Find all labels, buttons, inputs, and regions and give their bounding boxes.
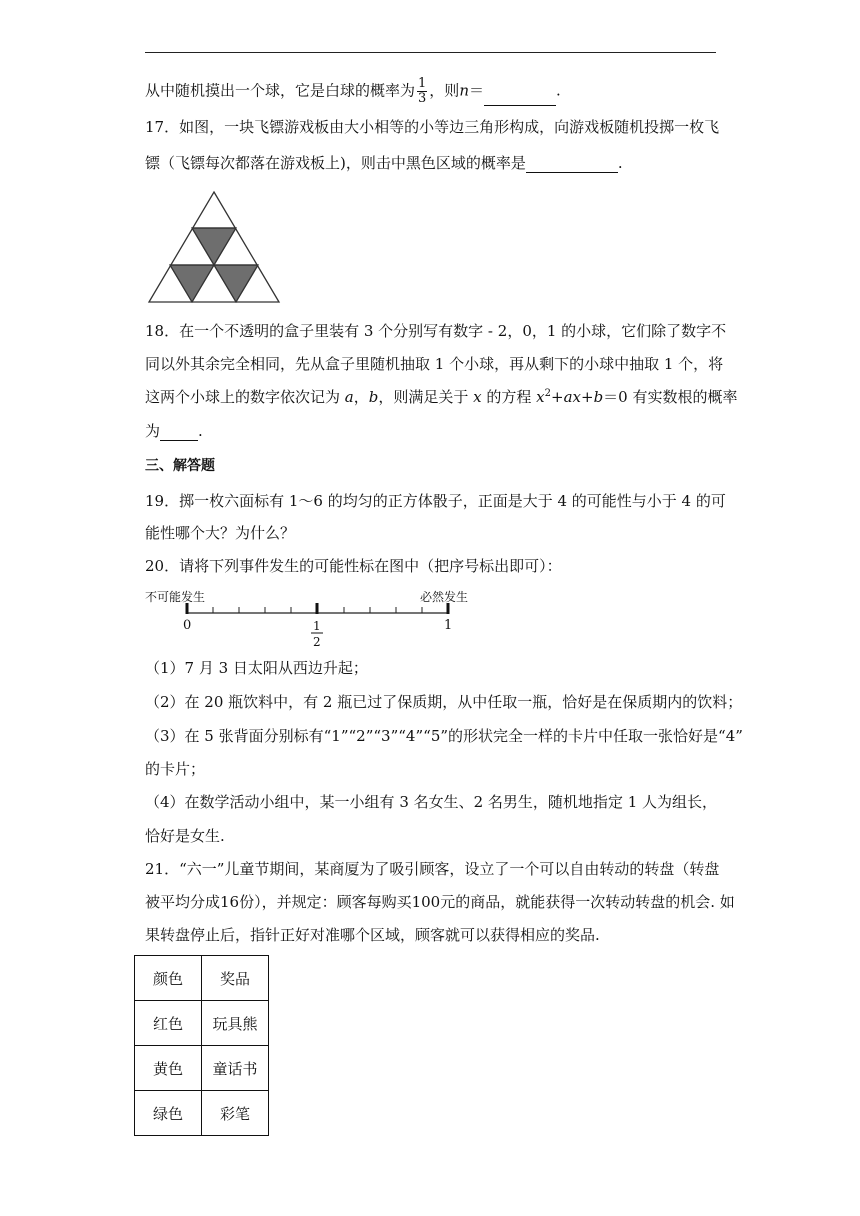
table-cell: 童话书 [202,1046,269,1091]
plus: + [580,388,594,406]
q18-text: 为 [145,422,161,440]
q16-text-b: ，则 [429,81,460,100]
prize-table [134,955,269,1136]
q18-text: 这两个小球上的数字依次记为 [145,388,345,406]
q19-line-2: 能性哪个大？为什么？ [145,524,296,542]
q20-item-1: （1）7 月 3 日太阳从西边升起； [145,659,368,677]
q18-line-3 [145,387,737,407]
table-cell: 彩笔 [202,1091,269,1136]
table-cell: 黄色 [135,1046,202,1091]
q21-line-2: 被平均分成16份），并规定：顾客每购买100元的商品，就能获得一次转动转盘的机会. 如 [145,893,735,911]
q18-line-4 [145,421,203,441]
equation-ax: ax [563,388,581,406]
section-title: 三、解答题 [145,458,215,474]
tick-label-half-num: 1 [313,619,321,633]
answer-blank[interactable] [484,90,556,106]
q20-item-3-line-1: （3）在 5 张背面分别标有“1”“2”“3”“4”“5”的形状完全一样的卡片中任取一张恰好是“4” [145,727,743,745]
comma: ， [353,388,369,406]
q16-text: 从中随机摸出一个球，它是白球的概率为 [145,81,416,100]
q20-intro: 20．请将下列事件发生的可能性标在图中（把序号标出即可）： [145,557,562,575]
q18-line-1: 18．在一个不透明的盒子里装有 3 个分别写有数字 - 2，0，1 的小球，它们除了数字不 [145,322,727,340]
table-header-row [135,956,269,1001]
q19-line-1: 19．掷一枚六面标有 1～6 的均匀的正方体骰子，正面是大于 4 的可能性与小于 4 的可 [145,492,726,510]
equation-exponent: 2 [544,388,551,399]
table-row [135,1091,269,1136]
table-row [135,1046,269,1091]
header-rule [145,52,716,53]
table-row [135,1001,269,1046]
variable-n: n [459,81,469,100]
variable-a: a [344,388,354,406]
q17-line-2 [145,153,623,173]
plus: + [551,388,564,406]
table-cell: 红色 [135,1001,202,1046]
equals-sign: ＝ [468,81,484,100]
variable-x: x [473,388,482,406]
table-header-cell: 颜色 [135,956,202,1001]
q18-text: ＝0 有实数根的概率 [603,388,738,406]
tick-label-zero: 0 [183,618,192,633]
tick-label-one: 1 [444,618,453,633]
q17-line-1: 17．如图，一块飞镖游戏板由大小相等的小等边三角形构成，向游戏板随机投掷一枚飞 [145,118,720,136]
q18-text: 的方程 [481,388,537,406]
q16-line [145,77,561,106]
q20-item-2: （2）在 20 瓶饮料中，有 2 瓶已过了保质期，从中任取一瓶，恰好是在保质期内的饮料； [145,693,743,711]
fraction-one-third [417,77,427,106]
fraction-numerator: 1 [418,76,427,91]
period: . [617,154,623,172]
equation-b: b [593,388,604,406]
q18-text: ，则满足关于 [378,388,474,406]
q17-text: 镖（飞镖每次都落在游戏板上)，则击中黑色区域的概率是 [145,154,526,172]
answer-blank[interactable] [526,157,618,173]
period: . [198,422,203,440]
variable-b: b [368,388,379,406]
table-header-cell: 奖品 [202,956,269,1001]
period: . [556,81,561,100]
q21-line-3: 果转盘停止后，指针正好对准哪个区域，顾客就可以获得相应的奖品. [145,926,600,944]
scale-right-label: 必然发生 [420,590,469,604]
table-cell: 玩具熊 [202,1001,269,1046]
scale-left-label: 不可能发生 [145,590,206,604]
fraction-denominator: 3 [418,91,427,106]
equation-x: x [536,388,545,406]
dartboard-figure [147,190,281,304]
q20-item-4-line-2: 恰好是女生. [145,827,225,845]
table-cell: 绿色 [135,1091,202,1136]
q20-item-3-line-2: 的卡片； [145,760,206,778]
tick-label-half-den: 2 [313,635,321,649]
probability-scale [143,587,483,649]
q18-line-2: 同以外其余完全相同，先从盒子里随机抽取 1 个小球，再从剩下的小球中抽取 1 个，将 [145,355,724,373]
q20-item-4-line-1: （4）在数学活动小组中，某一小组有 3 名女生、2 名男生，随机地指定 1 人为组长， [145,793,718,811]
answer-blank[interactable] [160,425,198,441]
q21-line-1: 21．“六一”儿童节期间，某商厦为了吸引顾客，设立了一个可以自由转动的转盘（转盘 [145,860,720,878]
